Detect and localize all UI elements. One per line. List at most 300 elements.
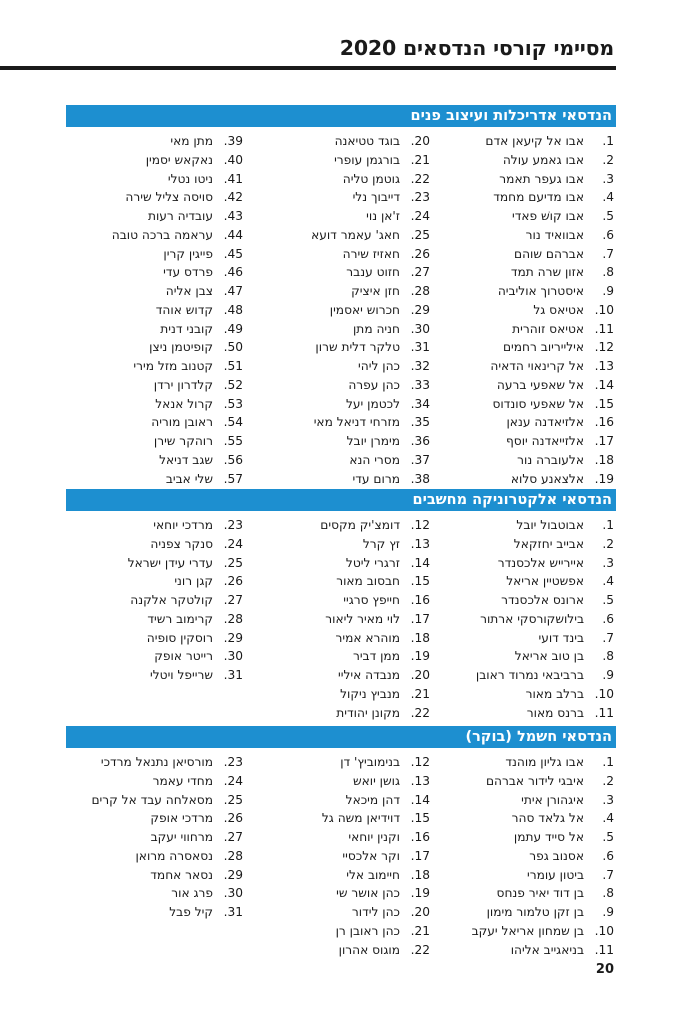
item-number: 8. [602,886,614,901]
list-item [67,593,243,612]
item-number: 48. [223,302,243,317]
list-item [438,397,614,416]
list-item [438,265,614,284]
item-number: 25. [410,227,430,242]
list-item [254,687,430,706]
item-number: 5. [602,209,614,223]
list-item [67,190,243,209]
graduate-name: בן זקן טלמור מימון [486,905,584,919]
item-number: 9. [602,905,614,919]
graduate-name: וקר אלכסיי [342,848,400,863]
graduate-name: מקונן יהודית [336,705,400,720]
list-item [67,359,243,378]
list-item [67,472,243,491]
list-item [67,153,243,172]
list-item [67,868,243,887]
item-number: 19. [410,649,430,664]
item-number: 40. [223,152,243,167]
item-number: 4. [602,811,614,826]
item-number: 21. [410,686,430,701]
list-item [67,518,243,537]
list-item [254,228,430,247]
item-number: 53. [223,396,243,411]
list-item [438,190,614,209]
graduate-name: רייטר אופק [154,649,213,664]
list-item [438,905,614,924]
list-item [254,755,430,774]
item-number: 15. [410,811,430,826]
item-number: 31. [223,668,243,682]
graduate-name: נסאר אחמד [150,867,213,882]
list-item [67,247,243,266]
item-number: 6. [602,227,614,242]
graduate-name: כהן ליהי [358,359,400,373]
graduate-name: אבו קושׁ פאדי [511,209,584,223]
item-number: 28. [223,611,243,626]
graduate-name: איירייש אלכסנדר [497,555,584,570]
graduate-name: אל סייד עתמן [513,830,584,844]
item-number: 7. [602,246,614,261]
list-item [67,793,243,812]
item-number: 11. [594,321,614,336]
graduate-name: מתן מאי [170,134,213,148]
graduate-name: מימרן יובל [346,434,400,448]
item-number: 10. [594,302,614,317]
item-number: 50. [223,340,243,355]
graduate-name: אלעוברה נור [517,452,584,467]
item-number: 21. [410,923,430,938]
item-number: 8. [602,265,614,280]
list-item [254,415,430,434]
item-number: 5. [602,830,614,844]
graduate-name: זץ קרל [362,536,400,551]
graduate-name: מסרי הנא [349,452,400,467]
list-item [438,755,614,774]
graduate-name: אבוטבול יובל [516,518,584,532]
list-item [438,284,614,303]
list-item [254,209,430,228]
item-number: 24. [410,209,430,223]
name-column [67,134,243,490]
graduate-name: איבגי לידור אברהם [485,773,584,788]
list-item [254,378,430,397]
list-item [254,593,430,612]
item-number: 42. [223,190,243,205]
item-number: 23. [223,518,243,532]
item-number: 11. [594,942,614,957]
graduate-name: אלצאנע סלוא [510,471,584,486]
name-column [254,134,430,490]
graduate-name: חבסוב מאור [336,574,400,589]
graduate-name: ממן דביר [352,649,400,664]
list-item [254,668,430,687]
list-item [254,537,430,556]
item-number: 45. [223,246,243,261]
graduate-name: פרדס עדי [163,265,213,280]
graduate-name: ז'אן נוי [366,209,400,223]
graduate-name: לוי מאיר ליאור [325,611,400,626]
graduate-name: קובני דנית [160,321,213,336]
graduate-name: סויסה צליל שירה [125,190,213,205]
item-number: 16. [594,415,614,430]
item-number: 33. [410,377,430,392]
section-heading: הנדסאי אלקטרוניקה מחשבים [66,489,616,511]
list-item [254,649,430,668]
item-number: 38. [410,471,430,486]
item-number: 1. [602,518,614,532]
list-item [438,924,614,943]
graduate-name: ראובן מוריה [151,415,213,430]
list-item [438,593,614,612]
item-number: 2. [602,536,614,551]
graduate-name: אטיאס זוהרית [512,321,584,336]
graduate-name: מוהרא אמיר [335,630,400,645]
item-number: 24. [223,536,243,551]
graduate-name: קרול אנאל [155,396,213,411]
graduate-name: אסנוב גפר [529,848,584,863]
graduate-name: קרימוב רשיד [147,611,213,626]
graduate-name: כהן עפרה [348,377,400,392]
graduate-name: אילייריוב רחמים [502,340,584,355]
item-number: 10. [594,686,614,701]
list-item [67,134,243,153]
item-number: 21. [410,152,430,167]
list-item [254,868,430,887]
item-number: 26. [410,246,430,261]
item-number: 34. [410,396,430,411]
list-item [254,190,430,209]
graduate-name: חכרוש יאסמין [329,302,400,317]
list-item [67,434,243,453]
graduate-name: מזרחי דניאל מאי [313,415,400,430]
item-number: 12. [410,755,430,769]
list-item [254,612,430,631]
item-number: 30. [410,321,430,336]
graduate-name: מורסיאן נתנאל מרדכי [100,755,213,769]
graduate-name: מרחווי יעקב [150,830,213,844]
item-number: 8. [602,649,614,664]
graduate-name: שרייפל ויטלי [150,668,213,682]
list-item [438,537,614,556]
graduate-name: אל שאפעי סונדוס [492,396,584,411]
graduate-name: טלקר דלית שרון [315,340,400,355]
item-number: 9. [602,284,614,298]
item-number: 4. [602,574,614,589]
graduate-name: בינד דועי [538,630,584,645]
list-item [254,574,430,593]
item-number: 19. [594,471,614,486]
item-number: 18. [410,867,430,882]
item-number: 5. [602,593,614,607]
graduate-name: חזן איציק [351,284,400,298]
list-item [67,172,243,191]
graduate-name: חייפץ סרגיי [343,593,400,607]
item-number: 3. [602,792,614,807]
list-item [254,943,430,962]
item-number: 16. [410,593,430,607]
graduate-name: בנימוביץ' דן [340,755,400,769]
list-item [438,793,614,812]
list-item [438,830,614,849]
list-item [438,415,614,434]
item-number: 20. [410,134,430,148]
list-item [438,849,614,868]
graduate-name: קופיטמן ניצן [149,340,213,355]
list-item [254,434,430,453]
list-item [438,303,614,322]
list-item [254,811,430,830]
item-number: 22. [410,705,430,720]
graduate-name: בניאגייב אליהו [510,942,584,957]
graduate-name: בילושקורסקי ארתור [480,611,584,626]
graduate-name: קדוש אוהד [155,302,213,317]
list-item [438,453,614,472]
item-number: 22. [410,171,430,186]
list-item [254,556,430,575]
graduate-name: בן טוב אריאל [514,649,584,664]
item-number: 15. [594,396,614,411]
item-number: 13. [410,773,430,788]
list-item [438,134,614,153]
graduate-name: עדרי עידן ישראל [127,555,213,570]
list-item [67,322,243,341]
item-number: 12. [410,518,430,532]
graduate-name: פייגין קרין [163,246,213,261]
graduate-name: קגן רוני [174,574,213,589]
item-number: 27. [223,593,243,607]
list-item [254,359,430,378]
item-number: 17. [410,611,430,626]
graduate-name: שגב דניאל [159,452,213,467]
item-number: 25. [223,555,243,570]
item-number: 52. [223,377,243,392]
graduate-name: ברלב מאור [525,686,584,701]
name-column [67,518,243,687]
list-item [438,153,614,172]
list-item [254,172,430,191]
list-item [67,303,243,322]
list-item [254,397,430,416]
graduate-name: אבו גליון מוהנד [505,755,584,769]
list-item [438,811,614,830]
graduate-name: אבו געפר תאמר [499,171,584,186]
list-item [254,322,430,341]
item-number: 39. [223,134,243,148]
list-item [438,340,614,359]
graduate-name: מנביץ ניקול [340,686,400,701]
graduate-name: אבוואיד נור [525,227,584,242]
list-item [67,397,243,416]
list-item [438,359,614,378]
item-number: 13. [410,536,430,551]
list-item [254,134,430,153]
item-number: 14. [410,555,430,570]
graduate-name: אלזיאדנה ענאן [506,415,584,430]
list-item [438,774,614,793]
list-item [438,556,614,575]
item-number: 10. [594,923,614,938]
item-number: 51. [223,359,243,373]
graduate-name: גושן יואש [352,773,400,788]
item-number: 23. [410,190,430,205]
list-item [438,631,614,650]
list-item [254,905,430,924]
list-item [438,649,614,668]
list-item [67,453,243,472]
item-number: 20. [410,905,430,919]
item-number: 35. [410,415,430,430]
item-number: 1. [602,755,614,769]
item-number: 28. [410,284,430,298]
graduate-name: חיימוב אלי [346,867,400,882]
section-heading: הנדסאי אדריכלות ועיצוב פנים [66,105,616,127]
item-number: 24. [223,773,243,788]
list-item [438,322,614,341]
list-item [438,247,614,266]
item-number: 1. [602,134,614,148]
graduate-name: אבייב יחזקאל [513,536,584,551]
list-item [67,631,243,650]
graduate-name: קיל פבל [169,905,213,919]
item-number: 49. [223,321,243,336]
list-item [254,265,430,284]
list-item [67,284,243,303]
name-column [254,755,430,961]
graduate-name: ניטו נטלי [167,171,213,186]
item-number: 19. [410,886,430,901]
item-number: 29. [223,630,243,645]
list-item [438,172,614,191]
item-number: 57. [223,471,243,486]
graduate-name: אברהם שוהם [513,246,584,261]
graduate-name: מוגוס אהרון [338,942,400,957]
item-number: 11. [594,705,614,720]
graduate-name: רוהקר שירן [153,434,213,448]
list-item [254,453,430,472]
item-number: 18. [594,452,614,467]
graduate-name: חזוט ענבר [346,265,400,280]
list-item [67,649,243,668]
graduate-name: בוגד טטיאנה [334,134,400,148]
list-item [67,774,243,793]
graduate-name: אבו גאמע עולה [502,152,584,167]
item-number: 16. [410,830,430,844]
graduate-name: שלי אביב [165,471,213,486]
title-rule [0,66,616,70]
list-item [438,209,614,228]
graduate-name: חאג' עאמר דועא [311,227,400,242]
graduate-name: לכטמן יעל [345,396,400,411]
item-number: 6. [602,848,614,863]
graduate-name: ברביבאי נמרוד ראובן [475,668,584,682]
item-number: 43. [223,209,243,223]
list-item [67,537,243,556]
item-number: 6. [602,611,614,626]
item-number: 26. [223,811,243,826]
list-item [254,924,430,943]
item-number: 44. [223,227,243,242]
list-item [254,247,430,266]
item-number: 15. [410,574,430,589]
graduate-name: קולטקר אלקנה [130,593,213,607]
item-number: 9. [602,668,614,682]
list-item [438,472,614,491]
list-item [67,755,243,774]
graduate-name: אל שאפעי ברעה [496,377,584,392]
list-item [67,265,243,284]
list-item [438,378,614,397]
graduate-name: וקנין יוחאי [348,830,400,844]
graduate-name: עובדיה רעות [147,209,213,223]
list-item [438,943,614,962]
list-item [254,631,430,650]
item-number: 36. [410,434,430,448]
graduate-name: כהן ראובן רן [335,923,400,938]
list-item [438,434,614,453]
item-number: 3. [602,171,614,186]
list-item [438,706,614,725]
list-item [254,153,430,172]
item-number: 29. [410,302,430,317]
item-number: 37. [410,452,430,467]
list-item [67,415,243,434]
graduate-name: אטיאס גל [533,302,584,317]
graduate-name: אל גלאד סהר [511,811,584,826]
item-number: 31. [223,905,243,919]
graduate-name: ביטון עומרי [526,867,584,882]
page-title: מסיימי קורסי הנדסאים 2020 [339,36,614,60]
item-number: 29. [223,867,243,882]
graduate-name: עראמה ברכה טובה [111,227,213,242]
item-number: 13. [594,359,614,373]
item-number: 31. [410,340,430,355]
list-item [438,612,614,631]
item-number: 47. [223,284,243,298]
item-number: 23. [223,755,243,769]
graduate-name: ארונס אלכסנדר [501,593,584,607]
graduate-name: אזון שרה תמד [510,265,584,280]
list-item [67,556,243,575]
graduate-name: מנבדה איליי [338,668,400,682]
graduate-name: קטנוב מזל מירי [133,359,213,373]
item-number: 22. [410,942,430,957]
list-item [438,868,614,887]
section-heading: הנדסאי חשמל (בוקר) [66,726,616,748]
list-item [254,303,430,322]
graduate-name: מחדי עאמר [152,773,213,788]
list-item [254,830,430,849]
list-item [254,340,430,359]
item-number: 41. [223,171,243,186]
list-item [254,849,430,868]
item-number: 28. [223,848,243,863]
item-number: 18. [410,630,430,645]
graduate-name: מרדכי יוחאי [153,518,213,532]
graduate-name: מסאלחה עבד אל קרים [91,792,213,807]
item-number: 27. [223,830,243,844]
item-number: 3. [602,555,614,570]
list-item [254,472,430,491]
graduate-name: בן דוד יאיר פנחס [496,886,584,901]
name-column [438,518,614,724]
graduate-name: אלזייאדנה יוסף [505,434,584,448]
list-item [67,378,243,397]
item-number: 27. [410,265,430,280]
list-item [67,209,243,228]
graduate-name: נאקאש יסמין [145,152,213,167]
list-item [438,518,614,537]
item-number: 20. [410,668,430,682]
